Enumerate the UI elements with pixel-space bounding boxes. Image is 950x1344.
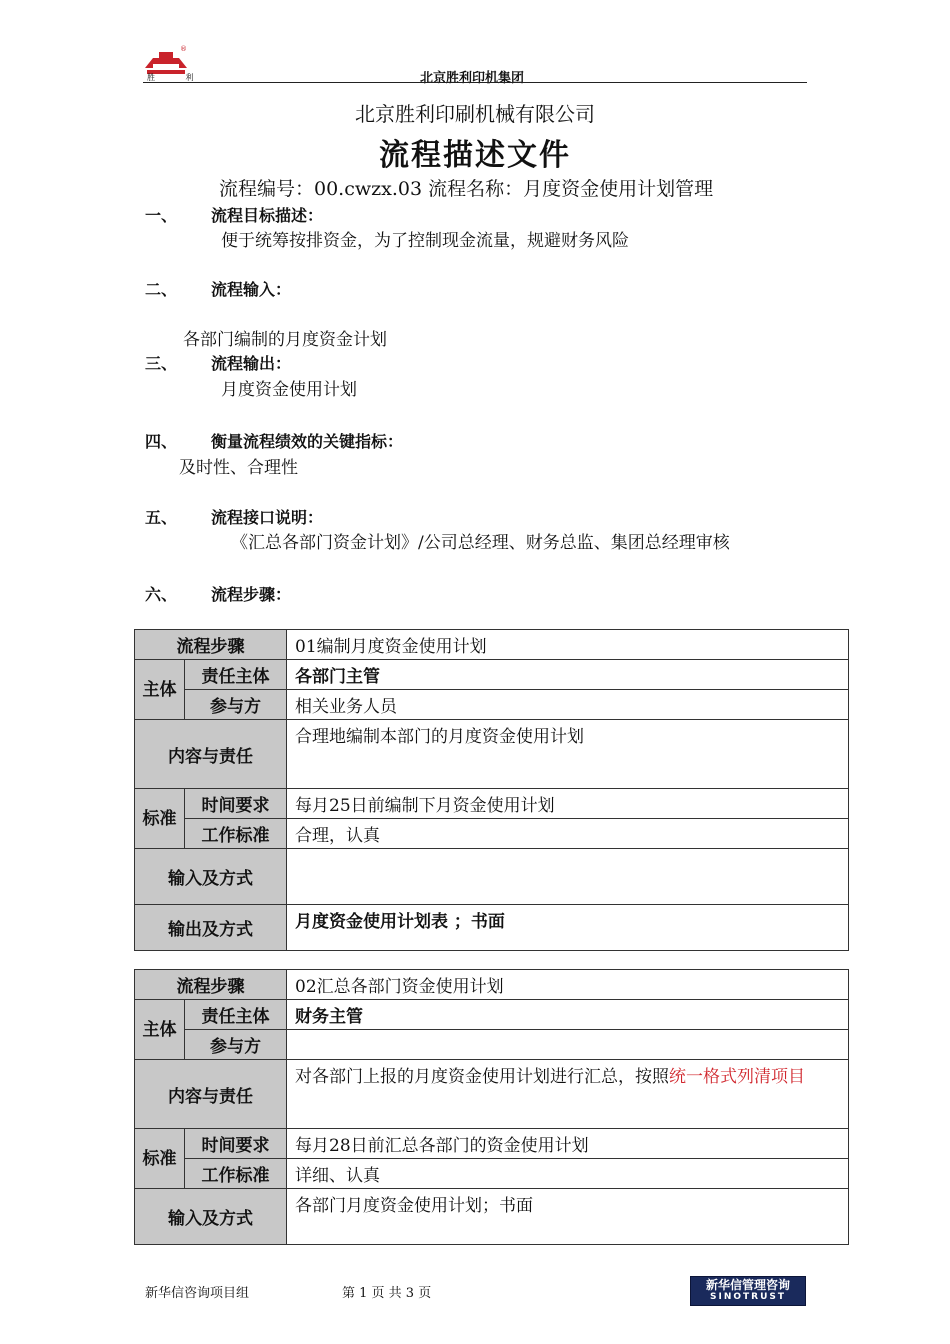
label-step: 流程步骤 bbox=[135, 630, 287, 660]
time-requirement-value: 每月28日前汇总各部门的资金使用计划 bbox=[287, 1129, 849, 1159]
section-text: 月度资金使用计划 bbox=[221, 380, 357, 400]
svg-text:®: ® bbox=[180, 45, 187, 53]
section-title: 流程输出： bbox=[211, 354, 292, 373]
badge-top-text: 新华信管理咨询 bbox=[705, 1278, 790, 1292]
label-participant: 参与方 bbox=[185, 690, 287, 720]
label-content: 内容与责任 bbox=[135, 720, 287, 789]
label-standard: 标准 bbox=[135, 1129, 185, 1189]
work-standard-value: 合理，认真 bbox=[287, 819, 849, 849]
section-title: 流程目标描述： bbox=[211, 206, 324, 225]
responsible-value: 各部门主管 bbox=[287, 660, 849, 690]
header-company-group: 北京胜利印机集团 bbox=[420, 71, 525, 86]
label-time-requirement: 时间要求 bbox=[185, 789, 287, 819]
label-content: 内容与责任 bbox=[135, 1060, 287, 1129]
section-number: 二、 bbox=[145, 280, 178, 299]
label-responsible: 责任主体 bbox=[185, 660, 287, 690]
content-text: 对各部门上报的月度资金使用计划进行汇总，按照 bbox=[295, 1067, 669, 1087]
company-name: 北京胜利印刷机械有限公司 bbox=[355, 102, 595, 126]
consulting-badge bbox=[690, 1276, 806, 1306]
label-subject: 主体 bbox=[135, 660, 185, 720]
section-number: 三、 bbox=[145, 354, 178, 373]
step-table bbox=[134, 629, 849, 951]
output-value: 月度资金使用计划表 ；书面 bbox=[287, 905, 849, 951]
label-participant: 参与方 bbox=[185, 1030, 287, 1060]
label-output: 输出及方式 bbox=[135, 905, 287, 951]
content-value: 合理地编制本部门的月度资金使用计划 bbox=[287, 720, 849, 789]
responsible-value: 财务主管 bbox=[287, 1000, 849, 1030]
section-title: 流程接口说明： bbox=[211, 508, 324, 527]
input-value: 各部门月度资金使用计划；书面 bbox=[287, 1189, 849, 1245]
section-title: 衡量流程绩效的关键指标： bbox=[211, 432, 404, 451]
participant-value: 相关业务人员 bbox=[287, 690, 849, 720]
logo-text: 胜 利 bbox=[147, 73, 208, 82]
process-meta: 流程编号：00.cwzx.03 流程名称：月度资金使用计划管理 bbox=[219, 178, 714, 200]
label-work-standard: 工作标准 bbox=[185, 819, 287, 849]
section-text: 各部门编制的月度资金计划 bbox=[183, 330, 387, 350]
page-number: 第 1 页 共 3 页 bbox=[342, 1286, 432, 1301]
section-number: 五、 bbox=[145, 508, 178, 527]
badge-bottom-text: SINOTRUST bbox=[709, 1292, 786, 1302]
step-name: 01编制月度资金使用计划 bbox=[287, 630, 849, 660]
document-title: 流程描述文件 bbox=[379, 138, 571, 173]
header-divider bbox=[143, 82, 807, 83]
section-text: 及时性、合理性 bbox=[179, 458, 298, 478]
label-subject: 主体 bbox=[135, 1000, 185, 1060]
input-value bbox=[287, 849, 849, 905]
label-input: 输入及方式 bbox=[135, 1189, 287, 1245]
section-text: 《汇总各部门资金计划》/公司总经理、财务总监、集团总经理审核 bbox=[231, 533, 730, 553]
section-text: 便于统筹按排资金，为了控制现金流量，规避财务风险 bbox=[221, 231, 629, 251]
label-standard: 标准 bbox=[135, 789, 185, 849]
content-value bbox=[287, 1060, 849, 1129]
label-step: 流程步骤 bbox=[135, 970, 287, 1000]
label-responsible: 责任主体 bbox=[185, 1000, 287, 1030]
time-requirement-value: 每月25日前编制下月资金使用计划 bbox=[287, 789, 849, 819]
section-title: 流程输入： bbox=[211, 280, 292, 299]
footer-left: 新华信咨询项目组 bbox=[145, 1286, 250, 1301]
label-input: 输入及方式 bbox=[135, 849, 287, 905]
section-title: 流程步骤： bbox=[211, 585, 292, 604]
section-number: 一、 bbox=[145, 206, 178, 225]
step-name: 02汇总各部门资金使用计划 bbox=[287, 970, 849, 1000]
label-work-standard: 工作标准 bbox=[185, 1159, 287, 1189]
label-time-requirement: 时间要求 bbox=[185, 1129, 287, 1159]
section-number: 四、 bbox=[145, 432, 178, 451]
step-table bbox=[134, 969, 849, 1245]
content-highlight: 统一格式列清项目 bbox=[669, 1067, 805, 1087]
participant-value bbox=[287, 1030, 849, 1060]
section-number: 六、 bbox=[145, 585, 178, 604]
work-standard-value: 详细、认真 bbox=[287, 1159, 849, 1189]
